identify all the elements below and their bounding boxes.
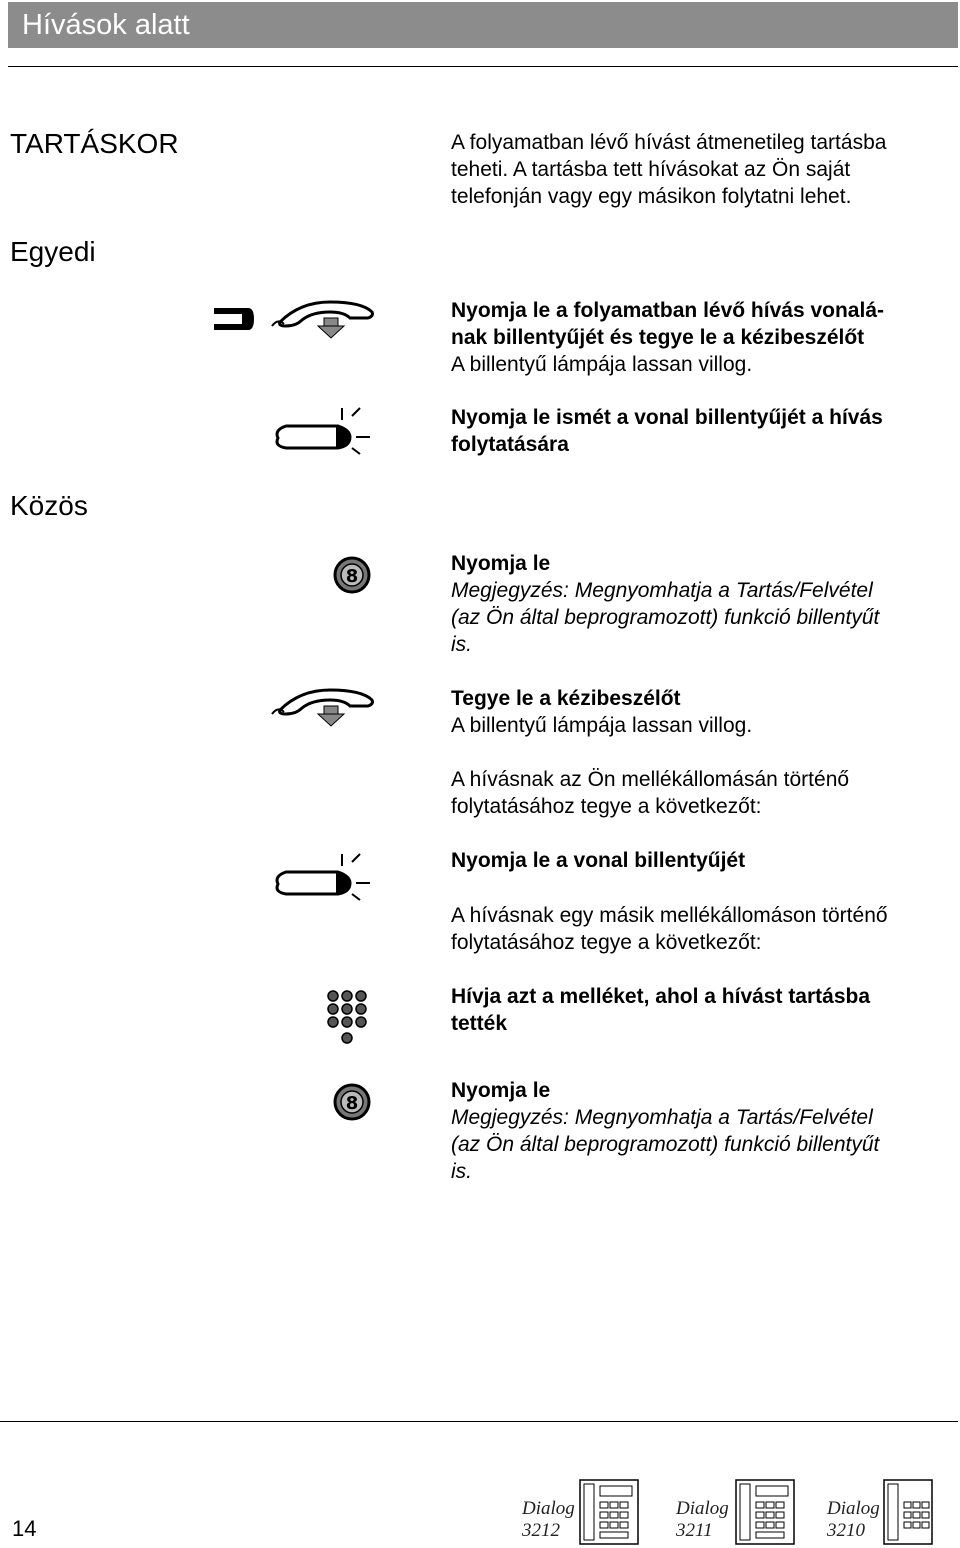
phone-model-icon bbox=[578, 1478, 640, 1546]
model-label-3211 bbox=[676, 1498, 729, 1542]
intro-line: A folyamatban lévő hívást átmenetileg tartásba bbox=[451, 131, 887, 154]
flashing-line-key-icon bbox=[272, 850, 372, 902]
section-heading-tartaskor: TARTÁSKOR bbox=[10, 128, 179, 159]
phone-model-icon bbox=[734, 1478, 796, 1546]
header-bar bbox=[8, 2, 958, 48]
instruction-bold: Nyomja le bbox=[451, 1079, 551, 1102]
instruction-note: A billentyű lámpája lassan villog. bbox=[451, 714, 753, 737]
model-number: 3212 bbox=[522, 1520, 560, 1541]
kozos-press-step-2 bbox=[451, 1077, 956, 1185]
instruction-bold: Hívja azt a melléket, ahol a hívást tartásba bbox=[451, 985, 871, 1008]
intro-line: teheti. A tartásba tett hívásokat az Ön saját bbox=[451, 158, 851, 181]
instruction-text: A hívásnak egy másik mellékállomáson történő bbox=[451, 904, 888, 927]
phone-model-icon bbox=[882, 1478, 934, 1546]
svg-text:8: 8 bbox=[345, 566, 359, 587]
instruction-note: (az Ön által beprogramozott) funkció billentyűt bbox=[451, 1133, 880, 1156]
instruction-text: folytatásához tegye a következőt: bbox=[451, 931, 762, 954]
kozos-press-step bbox=[451, 550, 956, 658]
instruction-bold: nak billentyűjét és tegye le a kézibeszélőt bbox=[451, 326, 865, 349]
model-label-3212 bbox=[522, 1498, 575, 1542]
page-number: 14 bbox=[12, 1516, 37, 1541]
model-brand: Dialog bbox=[522, 1498, 575, 1519]
egyedi-step-2 bbox=[451, 404, 956, 458]
section-heading-kozos: Közös bbox=[10, 490, 88, 521]
footer-divider bbox=[0, 1421, 958, 1422]
instruction-bold: Nyomja le ismét a vonal billentyűjét a hívás bbox=[451, 406, 883, 429]
instruction-bold: Nyomja le a folyamatban lévő hívás vonalá- bbox=[451, 299, 884, 322]
model-brand: Dialog bbox=[827, 1498, 880, 1519]
flashing-line-key-icon bbox=[272, 404, 372, 456]
keypad-icon bbox=[324, 988, 370, 1046]
section-heading-egyedi: Egyedi bbox=[10, 236, 96, 267]
instruction-note: Megjegyzés: Megnyomhatja a Tartás/Felvétel bbox=[451, 1106, 873, 1129]
instruction-note: Megjegyzés: Megnyomhatja a Tartás/Felvétel bbox=[451, 579, 873, 602]
instruction-note: is. bbox=[451, 633, 472, 656]
header-divider bbox=[8, 66, 958, 67]
instruction-note: A billentyű lámpája lassan villog. bbox=[451, 353, 753, 376]
model-number: 3211 bbox=[676, 1520, 713, 1541]
other-extension-step bbox=[451, 983, 956, 1037]
model-brand: Dialog bbox=[676, 1498, 729, 1519]
handset-down-icon bbox=[270, 296, 380, 340]
intro-paragraph bbox=[451, 129, 956, 210]
hold-key-icon bbox=[332, 555, 372, 595]
own-extension-step bbox=[451, 847, 956, 874]
kozos-hangup-step bbox=[451, 685, 956, 739]
model-label-3210 bbox=[827, 1498, 880, 1542]
instruction-note: (az Ön által beprogramozott) funkció billentyűt bbox=[451, 606, 880, 629]
instruction-bold: Nyomja le a vonal billentyűjét bbox=[451, 849, 746, 872]
egyedi-step-1 bbox=[451, 297, 956, 378]
instruction-bold: folytatására bbox=[451, 433, 569, 456]
svg-text:8: 8 bbox=[345, 1093, 359, 1114]
instruction-bold: Nyomja le bbox=[451, 552, 551, 575]
other-extension-text bbox=[451, 902, 956, 956]
intro-line: telefonján vagy egy másikon folytatni lehet. bbox=[451, 185, 852, 208]
model-number: 3210 bbox=[827, 1520, 865, 1541]
instruction-text: A hívásnak az Ön mellékállomásán történő bbox=[451, 768, 850, 791]
instruction-bold: Tegye le a kézibeszélőt bbox=[451, 687, 681, 710]
own-extension-text bbox=[451, 766, 956, 820]
instruction-text: folytatásához tegye a következőt: bbox=[451, 795, 762, 818]
handset-down-icon bbox=[270, 684, 380, 728]
hold-key-icon bbox=[332, 1082, 372, 1122]
page-title: Hívások alatt bbox=[22, 9, 190, 41]
instruction-note: is. bbox=[451, 1160, 472, 1183]
instruction-bold: tették bbox=[451, 1012, 508, 1035]
